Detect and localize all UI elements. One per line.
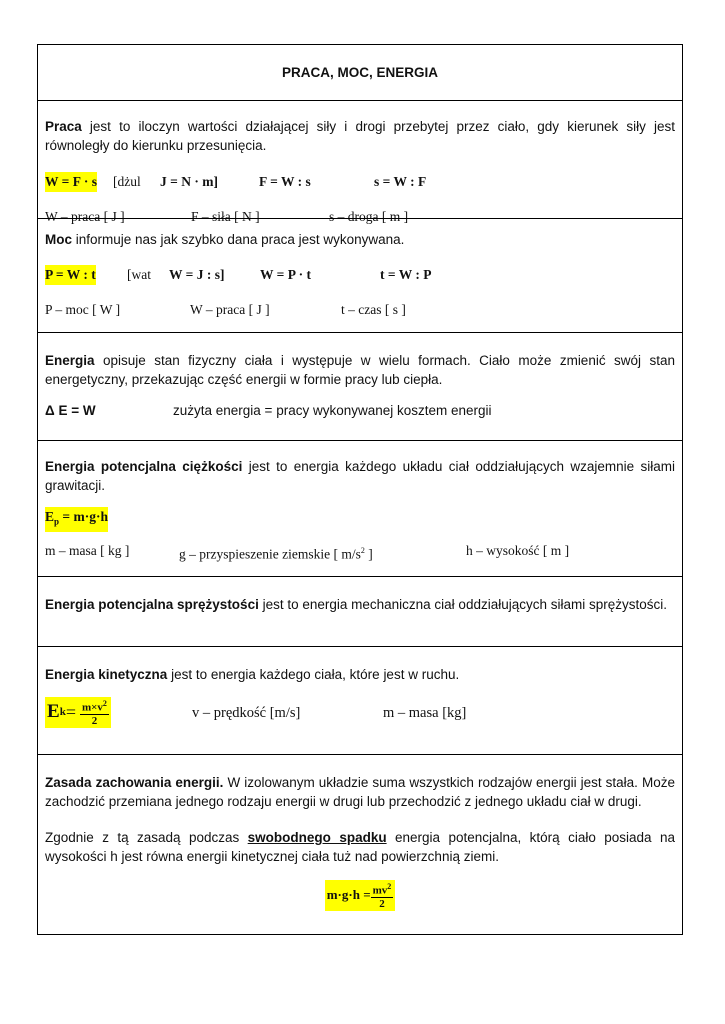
legend-item: s – droga [ m ] bbox=[329, 209, 409, 224]
moc-unit-label: [wat bbox=[127, 267, 151, 282]
ek-definition: Energia kinetyczna jest to energia każdego ciała, które jest w ruchu. bbox=[45, 667, 460, 682]
ek-legend-mass: m – masa [kg] bbox=[383, 705, 467, 721]
energia-note: zużyta energia = pracy wykonywanej kosztem energii bbox=[173, 403, 492, 418]
legend-item: t – czas [ s ] bbox=[341, 302, 406, 317]
legend-item: m – masa [ kg ] bbox=[45, 543, 130, 558]
section-energia-potencjalna-sprezystosci bbox=[38, 576, 682, 646]
energia-formula: Δ E = W bbox=[45, 403, 96, 418]
energia-definition: Energia opisuje stan fizyczny ciała i występuje w wielu formach. Ciało może zmienić swój stan energetyczny, przekazując część energii w formie pracy lub ciepła. bbox=[45, 353, 675, 387]
zasada-formula: m·g·h = $\frac{mv^2}{2}$ bbox=[325, 880, 396, 911]
moc-legend bbox=[45, 300, 675, 320]
energia-formula-row bbox=[45, 401, 675, 421]
moc-formula-work: W = P · t bbox=[260, 267, 311, 282]
document-table bbox=[37, 44, 683, 935]
legend-item: h – wysokość [ m ] bbox=[466, 543, 570, 558]
ek-fraction: $\frac{m\times v^2}{2}$ bbox=[81, 699, 107, 727]
legend-item: g – przyspieszenie ziemskie [ $m/s^2$ ] bbox=[179, 546, 373, 562]
ep-formula: $E_p = m\cdot g\cdot h$ bbox=[45, 507, 108, 532]
legend-item: F – siła [ N ] bbox=[191, 209, 260, 224]
zasada-example: Zgodnie z tą zasadą podczas swobodnego spadku energia potencjalna, którą ciało posiada na wysokości h jest równa energii kinetycznej ciała tuż nad powierzchnią ziemi. bbox=[45, 830, 675, 864]
zasada-formula-row bbox=[45, 880, 675, 911]
es-definition: Energia potencjalna sprężystości jest to energia mechaniczna ciał oddziałujących siłami sprężystości. bbox=[45, 597, 668, 612]
section-energia-kinetyczna bbox=[38, 646, 682, 754]
ek-formula-row bbox=[45, 697, 675, 733]
section-zasada-zachowania-energii bbox=[38, 754, 682, 934]
praca-unit: J = N · m] bbox=[160, 174, 218, 189]
section-praca bbox=[38, 100, 682, 224]
moc-formula: P = W : t bbox=[45, 265, 96, 285]
title-text: PRACA, MOC, ENERGIA bbox=[281, 65, 438, 80]
praca-formulas bbox=[45, 172, 675, 192]
praca-formula-force: F = W : s bbox=[259, 174, 311, 189]
moc-formula-time: t = W : P bbox=[380, 267, 432, 282]
zasada-definition: Zasada zachowania energii. W izolowanym układzie suma wszystkich rodzajów energii jest stała. Może zachodzić przemiana jednego rodzaju energii w drugi lub przechodzić z jednego układu ciał w drugi. bbox=[45, 775, 675, 809]
praca-formula: W = F · s bbox=[45, 172, 97, 192]
legend-item: W – praca [ J ] bbox=[190, 302, 270, 317]
praca-unit-label: [dżul bbox=[113, 174, 141, 189]
zasada-fraction: $\frac{mv^2}{2}$ bbox=[372, 882, 392, 910]
moc-unit: W = J : s] bbox=[169, 267, 225, 282]
praca-formula-distance: s = W : F bbox=[374, 174, 427, 189]
ek-formula: E k = $\frac{m\times v^2}{2}$ bbox=[45, 697, 111, 728]
ep-legend bbox=[45, 541, 675, 561]
section-moc bbox=[38, 218, 682, 332]
document-title bbox=[38, 45, 682, 100]
moc-formulas bbox=[45, 265, 675, 285]
section-energia-potencjalna-ciezkosci bbox=[38, 440, 682, 576]
section-energia bbox=[38, 332, 682, 440]
legend-item: P – moc [ W ] bbox=[45, 302, 121, 317]
ek-legend-velocity: v – prędkość [m/s] bbox=[192, 705, 301, 721]
ep-definition: Energia potencjalna ciężkości jest to energia każdego układu ciał oddziałujących wzajemnie siłami grawitacji. bbox=[45, 459, 676, 493]
ep-formula-row bbox=[45, 507, 675, 527]
legend-item: W – praca [ J ] bbox=[45, 209, 125, 224]
moc-definition: Moc informuje nas jak szybko dana praca jest wykonywana. bbox=[45, 232, 405, 247]
praca-definition: Praca jest to iloczyn wartości działającej siły i drogi przebytej przez ciało, gdy kierunek siły jest równoległy do kierunku przesunięcia. bbox=[45, 119, 675, 153]
